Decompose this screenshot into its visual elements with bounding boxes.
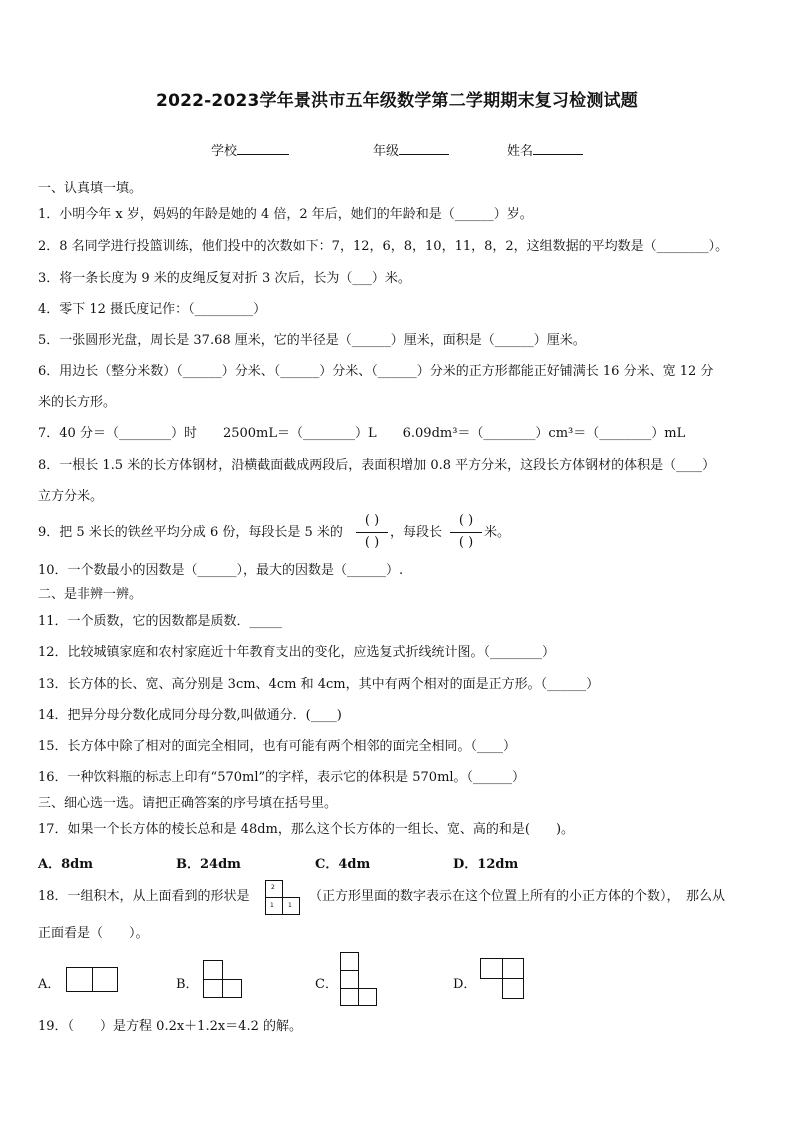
school-field [211, 140, 289, 159]
question-17: 17．如果一个长方体的棱长总和是 48dm，那么这个长方体的一组长、宽、高的和是( )。 [38, 822, 575, 837]
option-c-square-middle [340, 970, 359, 989]
option-b-square-top [203, 960, 223, 980]
question-18-text-b: （正方形里面的数字表示在这个位置上所有的小正方体的个数）， 那么从 [309, 889, 726, 904]
name-field [507, 140, 583, 159]
question-2: 2．8 名同学进行投篮训练，他们投中的次数如下：7，12，6，8，10，11，8，2，这组数据的平均数是（________）。 [38, 239, 729, 254]
option-c-square-top [340, 952, 359, 971]
option-d-square-top-left [480, 958, 503, 979]
option-a-square-1 [66, 967, 93, 992]
question-15: 15．长方体中除了相对的面完全相同，也有可能有两个相邻的面完全相同。（____） [38, 739, 517, 754]
question-8-line-2: 立方分米。 [38, 489, 104, 504]
q18-option-d-label: D． [453, 977, 477, 992]
question-19: 19．（ ）是方程 0.2x＋1.2x＝4.2 的解。 [38, 1019, 302, 1034]
fraction-2-bar [450, 532, 482, 533]
question-10: 10．一个数最小的因数是（______），最大的因数是（______）. [38, 563, 404, 578]
question-6-line-1: 6．用边长（整分米数）（______）分米、（______）分米、（______）分米的正方形都能正好铺满长 16 分米、宽 12 分 [38, 364, 714, 379]
name-blank [533, 142, 583, 155]
grade-label: 年级 [373, 144, 400, 159]
q18-option-c-label: C． [315, 977, 338, 992]
top-view-cell-bottom-left [265, 897, 283, 915]
section-heading-1: 一、认真填一填。 [38, 181, 143, 196]
section-heading-3: 三、细心选一选。请把正确答案的序号填在括号里。 [38, 796, 338, 811]
q17-option-d: D．12dm [453, 857, 519, 872]
page-title: 2022-2023学年景洪市五年级数学第二学期期末复习检测试题 [156, 91, 638, 111]
option-a-square-2 [92, 967, 118, 992]
question-7: 7．40 分＝（________）时 2500mL＝（________）L 6.09dm³＝（________）cm³＝（________）mL [38, 426, 686, 441]
option-b-square-bottom-right [222, 979, 242, 998]
question-8-line-1: 8．一根长 1.5 米的长方体钢材，沿横截面截成两段后，表面积增加 0.8 平方分米，这段长方体钢材的体积是（____） [38, 458, 716, 473]
q17-option-c: C．4dm [315, 857, 371, 872]
q17-option-a: A．8dm [38, 857, 93, 872]
option-d-square-bottom [502, 978, 524, 999]
grade-field [373, 140, 449, 159]
school-label: 学校 [211, 144, 238, 159]
question-18-text-a: 18．一组积木，从上面看到的形状是 [38, 889, 250, 904]
question-12: 12．比较城镇家庭和农村家庭近十年教育支出的变化，应选复式折线统计图。（________） [38, 645, 556, 660]
question-4: 4．零下 12 摄氏度记作：（_________） [38, 302, 267, 317]
question-1: 1．小明今年 x 岁，妈妈的年龄是她的 4 倍，2 年后，她们的年龄和是（______）岁。 [38, 207, 533, 222]
option-c-square-bottom-left [340, 988, 359, 1006]
fraction-2-numerator: ( ) [458, 513, 474, 528]
fraction-1-bar [356, 532, 388, 533]
top-view-number-top: 2 [271, 884, 275, 891]
fraction-1-denominator: ( ) [364, 535, 380, 550]
grade-blank [399, 142, 449, 155]
fraction-1-numerator: ( ) [364, 513, 380, 528]
question-3: 3．将一条长度为 9 米的皮绳反复对折 3 次后，长为（___）米。 [38, 271, 411, 286]
top-view-number-bottom-right: 1 [288, 902, 292, 909]
name-label: 姓名 [507, 144, 534, 159]
q18-option-b-label: B． [176, 977, 199, 992]
question-11: 11．一个质数，它的因数都是质数．_____ [38, 614, 283, 629]
q17-option-b: B．24dm [176, 857, 241, 872]
question-6-line-2: 米的长方形。 [38, 395, 117, 410]
question-18-text-c: 正面看是（ ）。 [38, 926, 149, 941]
option-b-square-bottom-left [203, 979, 223, 998]
question-14: 14．把异分母分数化成同分母分数,叫做通分．(____) [38, 708, 342, 723]
option-c-square-bottom-right [358, 988, 377, 1006]
school-blank [237, 142, 289, 155]
question-13: 13．长方体的长、宽、高分别是 3cm、4cm 和 4cm，其中有两个相对的面是正方形。（______） [38, 677, 600, 692]
top-view-number-bottom-left: 1 [270, 902, 274, 909]
question-5: 5．一张圆形光盘，周长是 37.68 厘米，它的半径是（______）厘米，面积是（______）厘米。 [38, 333, 586, 348]
question-9-text-b: ，每段长 [390, 525, 443, 540]
question-9-text-a: 9．把 5 米长的铁丝平均分成 6 份，每段长是 5 米的 [38, 525, 343, 540]
option-d-square-top-right [502, 958, 524, 979]
section-heading-2: 二、是非辨一辨。 [38, 587, 143, 602]
fraction-2-denominator: ( ) [458, 535, 474, 550]
question-16: 16．一种饮料瓶的标志上印有“570ml”的字样，表示它的体积是 570ml。（______） [38, 770, 526, 785]
question-9-text-c: 米。 [484, 525, 511, 540]
q18-option-a-label: A． [38, 977, 61, 992]
